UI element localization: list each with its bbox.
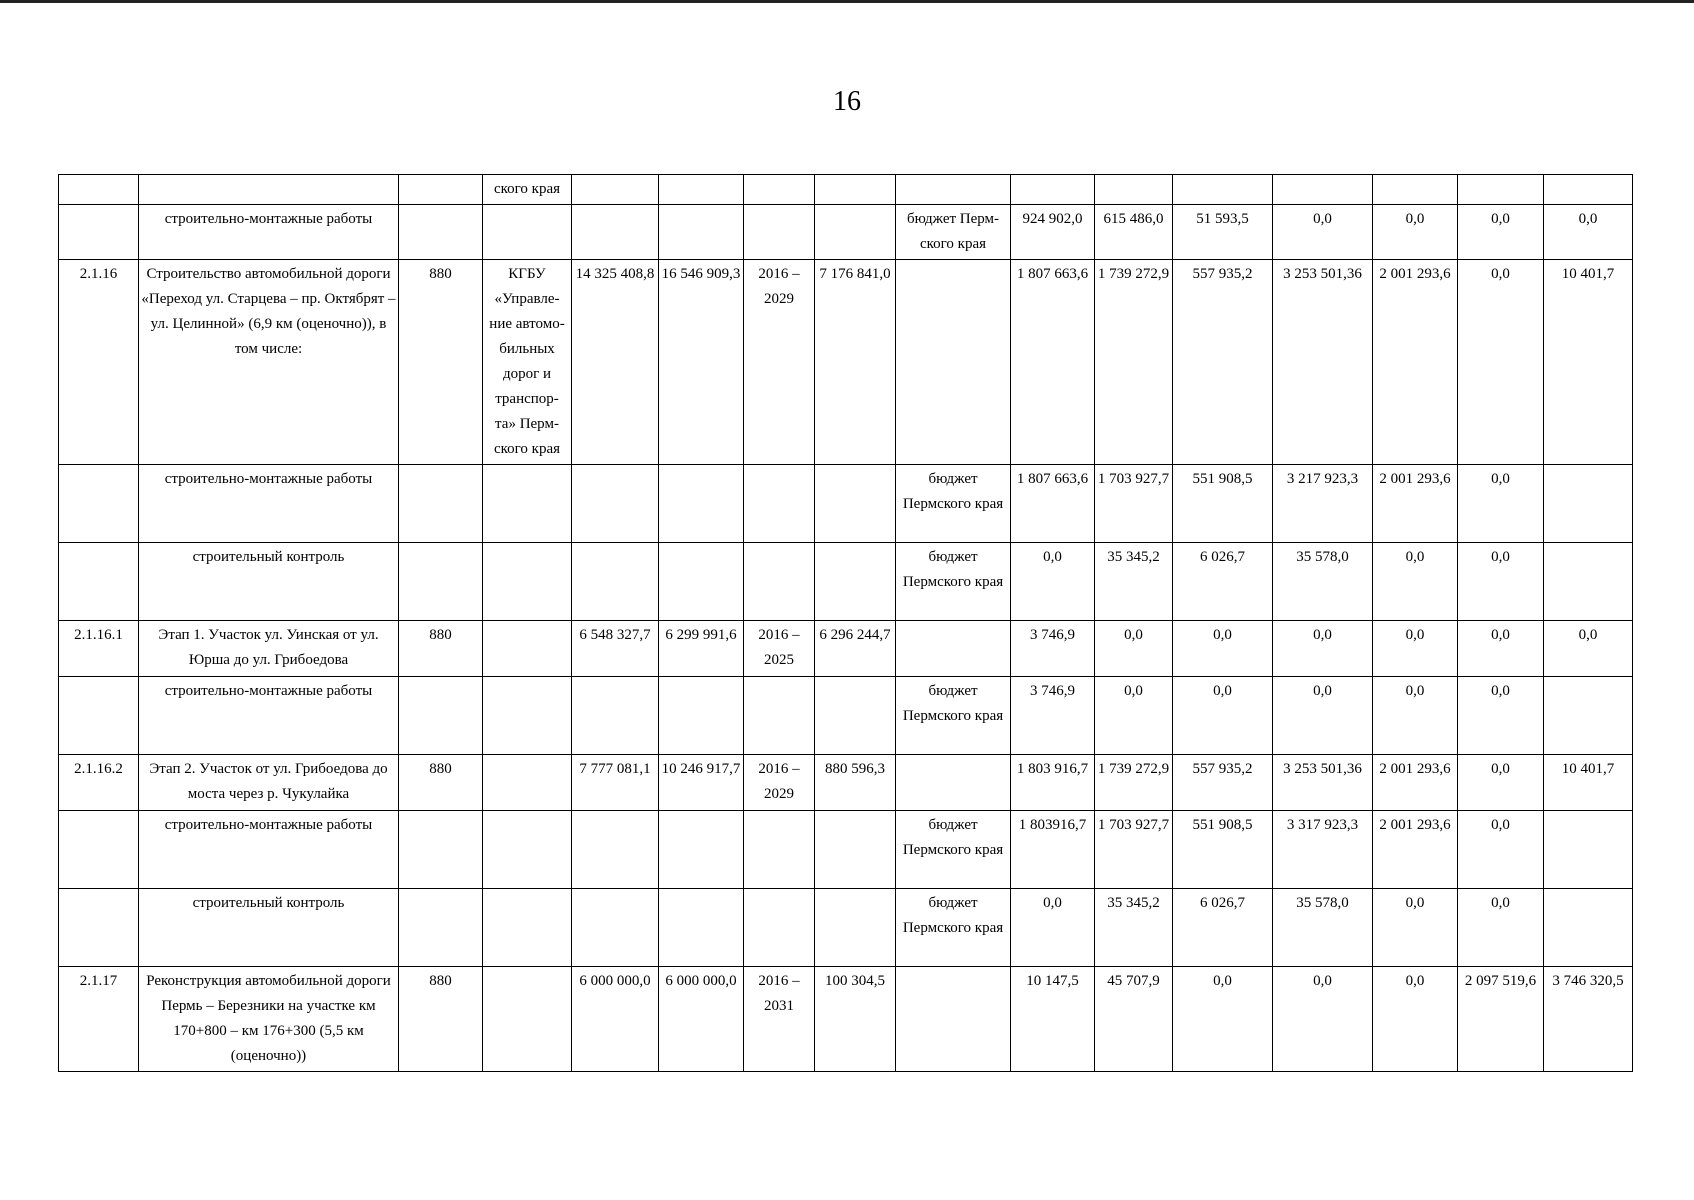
cell-limit <box>659 175 744 205</box>
table-row <box>59 260 1633 465</box>
cell-total-cost: 6 000 000,0 <box>572 967 659 1072</box>
cell-v1: 0,0 <box>1011 889 1095 967</box>
cell-period <box>744 543 815 621</box>
cell-v7: 10 401,7 <box>1544 755 1633 811</box>
cell-v2: 1 739 272,9 <box>1095 260 1173 465</box>
cell-spent <box>815 465 896 543</box>
cell-v2: 0,0 <box>1095 677 1173 755</box>
cell-limit: 6 000 000,0 <box>659 967 744 1072</box>
cell-name: строительный контроль <box>139 889 399 967</box>
cell-source <box>896 260 1011 465</box>
cell-spent <box>815 811 896 889</box>
cell-name: строительно-монтажные работы <box>139 205 399 260</box>
cell-v6: 0,0 <box>1458 677 1544 755</box>
cell-v3: 0,0 <box>1173 621 1273 677</box>
cell-v7: 3 746 320,5 <box>1544 967 1633 1072</box>
page-number: 16 <box>833 86 861 117</box>
cell-v4: 3 217 923,3 <box>1273 465 1373 543</box>
cell-limit <box>659 889 744 967</box>
cell-v5: 0,0 <box>1373 677 1458 755</box>
cell-v6 <box>1458 175 1544 205</box>
cell-code: 880 <box>399 967 483 1072</box>
cell-total-cost <box>572 677 659 755</box>
cell-code <box>399 205 483 260</box>
cell-v7 <box>1544 543 1633 621</box>
cell-spent <box>815 677 896 755</box>
table-row <box>59 465 1633 543</box>
cell-v4 <box>1273 175 1373 205</box>
cell-v5: 2 001 293,6 <box>1373 755 1458 811</box>
cell-v5: 0,0 <box>1373 621 1458 677</box>
cell-name: строительно-монтажные работы <box>139 677 399 755</box>
cell-period <box>744 889 815 967</box>
cell-name: Строительство автомобильной дороги «Переход ул. Старцева – пр. Октябрят – ул. Целинной» (6,9 км (оценочно)), в том числе: <box>139 260 399 465</box>
cell-spent: 880 596,3 <box>815 755 896 811</box>
cell-period: 2016 – 2029 <box>744 755 815 811</box>
cell-name: Реконструкция автомобильной дороги Пермь – Березники на участке км 170+800 – км 176+300 (5,5 км (оценочно)) <box>139 967 399 1072</box>
cell-v7: 0,0 <box>1544 621 1633 677</box>
cell-v5: 0,0 <box>1373 205 1458 260</box>
cell-period: 2016 – 2029 <box>744 260 815 465</box>
cell-total-cost <box>572 543 659 621</box>
cell-v2: 0,0 <box>1095 621 1173 677</box>
cell-code <box>399 811 483 889</box>
table-row <box>59 621 1633 677</box>
cell-v1: 10 147,5 <box>1011 967 1095 1072</box>
cell-v6: 0,0 <box>1458 889 1544 967</box>
cell-limit: 6 299 991,6 <box>659 621 744 677</box>
cell-limit <box>659 811 744 889</box>
cell-v3: 551 908,5 <box>1173 811 1273 889</box>
cell-total-cost: 14 325 408,8 <box>572 260 659 465</box>
cell-v2: 1 739 272,9 <box>1095 755 1173 811</box>
cell-v3 <box>1173 175 1273 205</box>
cell-v6: 0,0 <box>1458 543 1544 621</box>
cell-v1: 0,0 <box>1011 543 1095 621</box>
cell-id: 2.1.16.2 <box>59 755 139 811</box>
cell-total-cost <box>572 465 659 543</box>
cell-org <box>483 889 572 967</box>
cell-code: 880 <box>399 755 483 811</box>
cell-v4: 35 578,0 <box>1273 889 1373 967</box>
cell-source: бюджет Пермского края <box>896 543 1011 621</box>
cell-total-cost: 6 548 327,7 <box>572 621 659 677</box>
cell-org <box>483 755 572 811</box>
cell-source: бюджет Перм-ского края <box>896 205 1011 260</box>
cell-name: Этап 1. Участок ул. Уинская от ул. Юрша до ул. Грибоедова <box>139 621 399 677</box>
cell-v5: 0,0 <box>1373 889 1458 967</box>
cell-source <box>896 175 1011 205</box>
cell-id: 2.1.16 <box>59 260 139 465</box>
cell-spent <box>815 543 896 621</box>
cell-v7 <box>1544 811 1633 889</box>
cell-spent <box>815 889 896 967</box>
cell-v2: 1 703 927,7 <box>1095 465 1173 543</box>
cell-org <box>483 465 572 543</box>
cell-total-cost <box>572 811 659 889</box>
cell-code <box>399 465 483 543</box>
cell-source <box>896 967 1011 1072</box>
cell-code <box>399 677 483 755</box>
cell-v2 <box>1095 175 1173 205</box>
cell-source: бюджет Пермского края <box>896 677 1011 755</box>
cell-v6: 0,0 <box>1458 755 1544 811</box>
table-row <box>59 967 1633 1072</box>
cell-v4: 0,0 <box>1273 677 1373 755</box>
cell-spent <box>815 205 896 260</box>
cell-v1 <box>1011 175 1095 205</box>
cell-spent: 6 296 244,7 <box>815 621 896 677</box>
cell-name: строительно-монтажные работы <box>139 465 399 543</box>
cell-v5: 2 001 293,6 <box>1373 260 1458 465</box>
cell-period: 2016 – 2025 <box>744 621 815 677</box>
cell-name <box>139 175 399 205</box>
cell-id <box>59 175 139 205</box>
cell-org <box>483 543 572 621</box>
cell-v5 <box>1373 175 1458 205</box>
cell-v3: 551 908,5 <box>1173 465 1273 543</box>
cell-v4: 3 317 923,3 <box>1273 811 1373 889</box>
cell-limit <box>659 677 744 755</box>
cell-name: строительный контроль <box>139 543 399 621</box>
cell-spent: 7 176 841,0 <box>815 260 896 465</box>
cell-total-cost <box>572 889 659 967</box>
budget-table <box>58 174 1633 1072</box>
cell-v6: 0,0 <box>1458 811 1544 889</box>
cell-code <box>399 175 483 205</box>
cell-v2: 615 486,0 <box>1095 205 1173 260</box>
cell-total-cost: 7 777 081,1 <box>572 755 659 811</box>
cell-limit <box>659 205 744 260</box>
cell-v4: 35 578,0 <box>1273 543 1373 621</box>
cell-period <box>744 677 815 755</box>
cell-period <box>744 465 815 543</box>
cell-v3: 0,0 <box>1173 967 1273 1072</box>
cell-v6: 0,0 <box>1458 621 1544 677</box>
cell-v3: 557 935,2 <box>1173 755 1273 811</box>
cell-name: Этап 2. Участок от ул. Грибоедова до моста через р. Чукулайка <box>139 755 399 811</box>
cell-v7 <box>1544 889 1633 967</box>
cell-period <box>744 205 815 260</box>
cell-spent: 100 304,5 <box>815 967 896 1072</box>
table-row <box>59 205 1633 260</box>
cell-org: КГБУ «Управле-ние автомо-бильных дорог и транспор-та» Перм-ского края <box>483 260 572 465</box>
cell-v7 <box>1544 677 1633 755</box>
cell-code <box>399 889 483 967</box>
cell-v5: 0,0 <box>1373 967 1458 1072</box>
cell-source <box>896 755 1011 811</box>
cell-code: 880 <box>399 621 483 677</box>
cell-limit: 10 246 917,7 <box>659 755 744 811</box>
cell-id <box>59 889 139 967</box>
cell-v4: 0,0 <box>1273 205 1373 260</box>
cell-org <box>483 621 572 677</box>
cell-source: бюджет Пермского края <box>896 465 1011 543</box>
table-row <box>59 543 1633 621</box>
cell-v3: 557 935,2 <box>1173 260 1273 465</box>
cell-v2: 35 345,2 <box>1095 543 1173 621</box>
cell-v4: 3 253 501,36 <box>1273 755 1373 811</box>
cell-v6: 0,0 <box>1458 260 1544 465</box>
cell-v1: 1 807 663,6 <box>1011 465 1095 543</box>
cell-name: строительно-монтажные работы <box>139 811 399 889</box>
top-border-line <box>0 0 1694 3</box>
cell-org <box>483 967 572 1072</box>
cell-v5: 2 001 293,6 <box>1373 465 1458 543</box>
cell-source: бюджет Пермского края <box>896 889 1011 967</box>
table-row <box>59 677 1633 755</box>
cell-period <box>744 811 815 889</box>
cell-spent <box>815 175 896 205</box>
cell-id <box>59 465 139 543</box>
cell-v6: 0,0 <box>1458 205 1544 260</box>
cell-id <box>59 543 139 621</box>
table-row <box>59 811 1633 889</box>
cell-org <box>483 677 572 755</box>
cell-v1: 1 803916,7 <box>1011 811 1095 889</box>
cell-id <box>59 205 139 260</box>
table-row <box>59 175 1633 205</box>
cell-v6: 2 097 519,6 <box>1458 967 1544 1072</box>
cell-id: 2.1.16.1 <box>59 621 139 677</box>
cell-limit: 16 546 909,3 <box>659 260 744 465</box>
cell-v7 <box>1544 465 1633 543</box>
cell-org <box>483 205 572 260</box>
cell-v1: 1 803 916,7 <box>1011 755 1095 811</box>
cell-period <box>744 175 815 205</box>
cell-org <box>483 811 572 889</box>
cell-id <box>59 677 139 755</box>
cell-period: 2016 – 2031 <box>744 967 815 1072</box>
cell-org: ского края <box>483 175 572 205</box>
cell-v1: 3 746,9 <box>1011 621 1095 677</box>
cell-v7: 0,0 <box>1544 205 1633 260</box>
cell-v7: 10 401,7 <box>1544 260 1633 465</box>
cell-v3: 51 593,5 <box>1173 205 1273 260</box>
cell-v4: 0,0 <box>1273 621 1373 677</box>
cell-v1: 3 746,9 <box>1011 677 1095 755</box>
cell-v2: 1 703 927,7 <box>1095 811 1173 889</box>
cell-v5: 2 001 293,6 <box>1373 811 1458 889</box>
cell-source: бюджет Пермского края <box>896 811 1011 889</box>
cell-limit <box>659 543 744 621</box>
cell-v2: 45 707,9 <box>1095 967 1173 1072</box>
cell-id: 2.1.17 <box>59 967 139 1072</box>
table-row <box>59 889 1633 967</box>
cell-total-cost <box>572 205 659 260</box>
cell-v4: 0,0 <box>1273 967 1373 1072</box>
cell-v1: 1 807 663,6 <box>1011 260 1095 465</box>
table-row <box>59 755 1633 811</box>
cell-limit <box>659 465 744 543</box>
cell-total-cost <box>572 175 659 205</box>
cell-v2: 35 345,2 <box>1095 889 1173 967</box>
table-body <box>59 175 1633 1072</box>
cell-v3: 6 026,7 <box>1173 543 1273 621</box>
cell-v4: 3 253 501,36 <box>1273 260 1373 465</box>
cell-code <box>399 543 483 621</box>
cell-v6: 0,0 <box>1458 465 1544 543</box>
cell-v1: 924 902,0 <box>1011 205 1095 260</box>
cell-id <box>59 811 139 889</box>
cell-code: 880 <box>399 260 483 465</box>
cell-v5: 0,0 <box>1373 543 1458 621</box>
cell-v7 <box>1544 175 1633 205</box>
cell-v3: 0,0 <box>1173 677 1273 755</box>
cell-source <box>896 621 1011 677</box>
cell-v3: 6 026,7 <box>1173 889 1273 967</box>
